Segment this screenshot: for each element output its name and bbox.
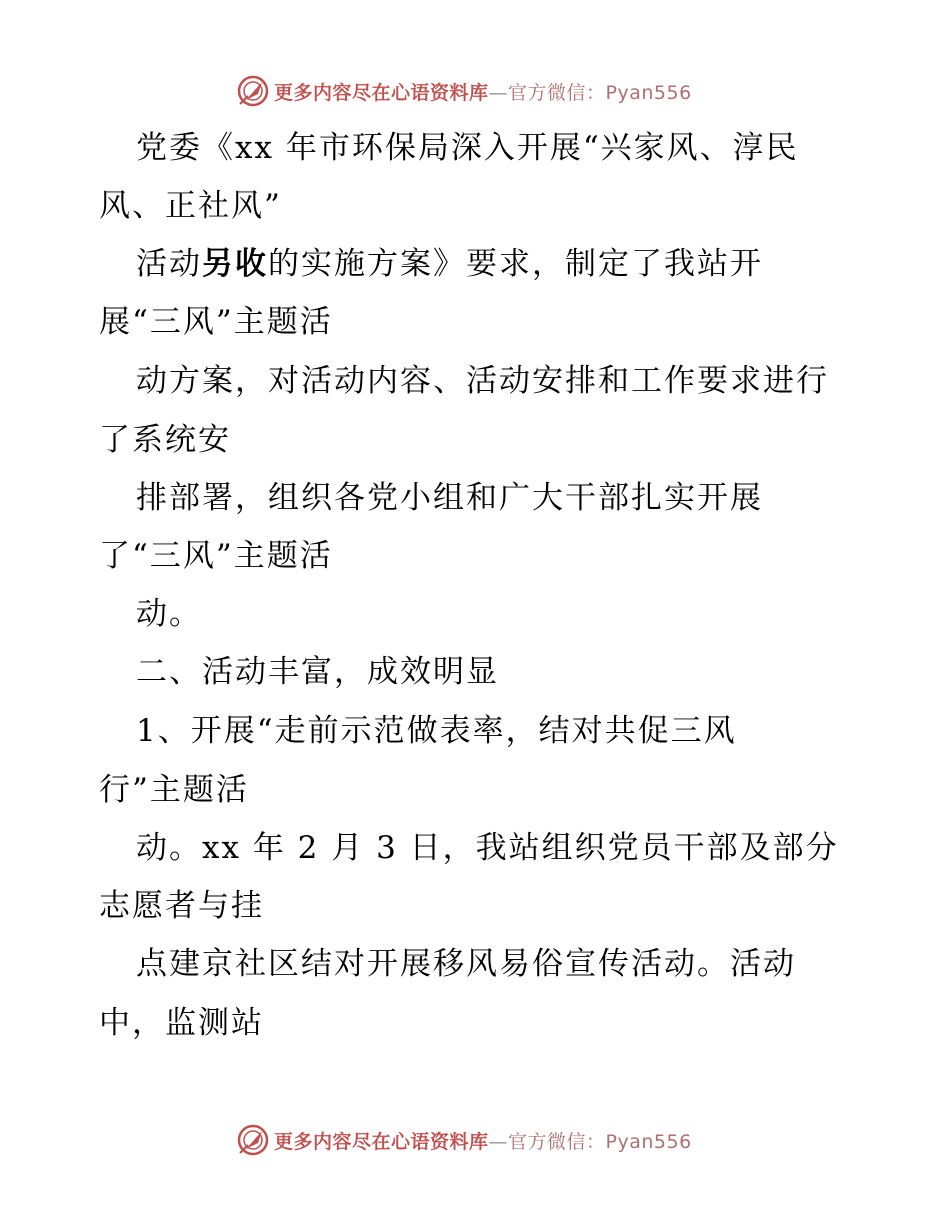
section-heading: 二、活动丰富，成效明显 (136, 654, 499, 690)
text-line-9: 动。 (136, 596, 202, 632)
watermark-dash: — (488, 81, 509, 104)
text-line-10: 1、开展“走前示范做表率，结对共促三风 (136, 713, 737, 749)
watermark-banner-top (236, 73, 692, 109)
text-line-1: 党委《xx 年市环保局深入开展“兴家风、淳民 (136, 130, 799, 166)
text-line-12: 动。xx 年 2 月 3 日，我站组织党员干部及部分 (136, 830, 839, 866)
highlighted-text: 另收 (202, 246, 268, 282)
text-line-2: 风、正社风” (99, 188, 282, 224)
watermark-dash: — (488, 1130, 509, 1153)
text-line-3 (136, 244, 763, 284)
text-line-8: 了“三风”主题活 (99, 538, 333, 574)
quill-logo-icon (236, 74, 270, 108)
text-line-7: 排部署，组织各党小组和广大干部扎实开展 (136, 480, 763, 516)
watermark-suffix: 官方微信：Pyan556 (508, 81, 692, 104)
watermark-text (274, 78, 692, 105)
watermark-suffix: 官方微信：Pyan556 (508, 1130, 692, 1153)
watermark-brand: 更多内容尽在心语资料库 (274, 1130, 489, 1153)
text-fragment: 的实施方案》要求，制定了我站开 (268, 246, 763, 282)
watermark-brand: 更多内容尽在心语资料库 (274, 81, 489, 104)
text-line-4: 展“三风”主题活 (99, 304, 333, 340)
text-line-13: 志愿者与挂 (99, 888, 264, 924)
watermark-text (274, 1127, 692, 1154)
quill-logo-icon (236, 1123, 270, 1157)
text-line-15: 中，监测站 (99, 1005, 264, 1041)
text-fragment: 活动 (136, 246, 202, 282)
text-line-14: 点建京社区结对开展移风易俗宣传活动。活动 (136, 946, 796, 982)
text-line-11: 行”主题活 (99, 772, 249, 808)
watermark-banner-bottom (236, 1122, 692, 1158)
text-line-5: 动方案，对活动内容、活动安排和工作要求进行 (136, 363, 829, 399)
text-line-6: 了系统安 (99, 422, 231, 458)
